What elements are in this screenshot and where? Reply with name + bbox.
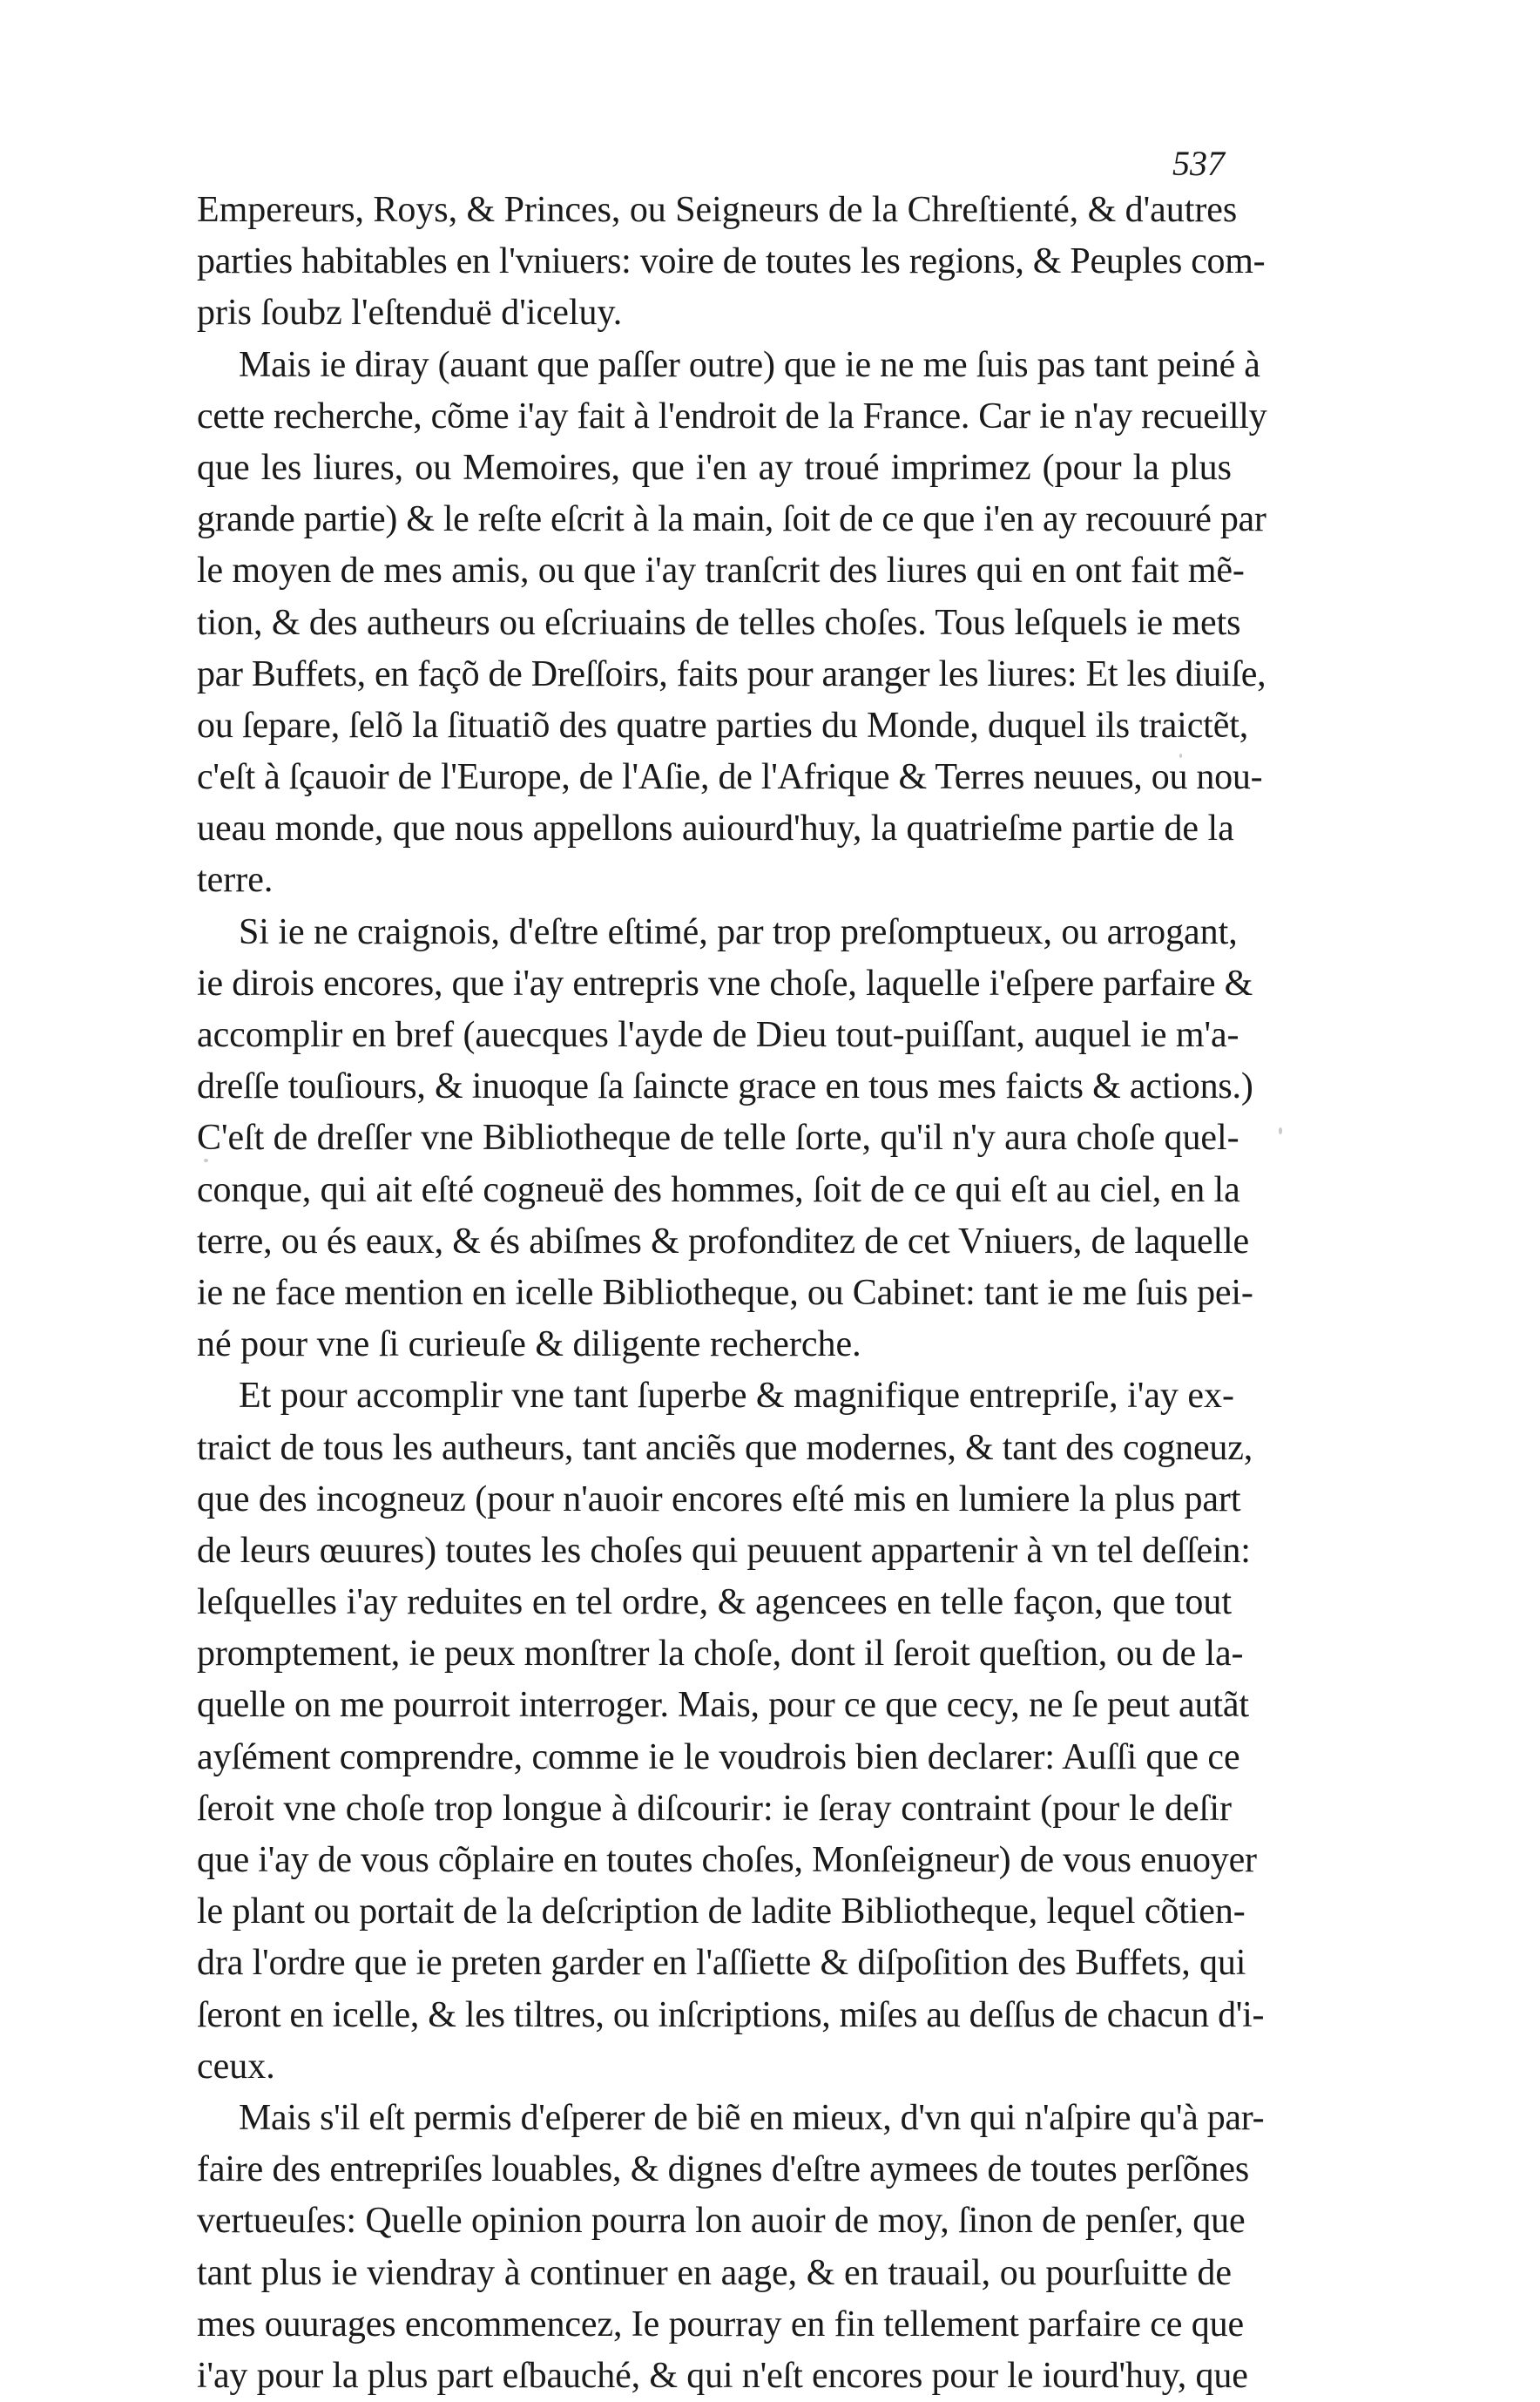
text-line: Mais s'il eſt permis d'eſperer de biẽ en mieux, d'vn qui n'aſpire qu'à par-	[239, 2097, 1265, 2138]
text-line: que i'ay de vous cõplaire en toutes choſes, Monſeigneur) de vous enuoyer	[197, 1840, 1257, 1880]
text-line: le plant ou portait de la deſcription de ladite Bibliotheque, lequel cõtien-	[197, 1891, 1246, 1932]
text-line: mes ouurages encommencez, Ie pourray en fin tellement parfaire ce que	[197, 2304, 1245, 2344]
text-line: Mais ie diray (auant que paſſer outre) que ie ne me ſuis pas tant peiné à	[239, 344, 1260, 385]
text-line: Empereurs, Roys, & Princes, ou Seigneurs de la Chreſtienté, & d'autres	[197, 190, 1238, 230]
body-text	[197, 185, 1267, 2402]
ink-speck	[1179, 754, 1182, 758]
text-line: par Buffets, en façõ de Dreſſoirs, faits pour aranger les liures: Et les diuiſe,	[197, 653, 1266, 694]
text-line: pris ſoubz l'eſtenduë d'iceluy.	[197, 293, 623, 334]
text-line: ou ſepare, ſelõ la ſituatiõ des quatre parties du Monde, duquel ils traictẽt,	[197, 705, 1249, 746]
text-line: ſeront en icelle, & les tiltres, ou inſcriptions, miſes au deſſus de chacun d'i-	[197, 1994, 1265, 2035]
text-line: ayſément comprendre, comme ie le voudrois bien declarer: Auſſi que ce	[197, 1736, 1240, 1777]
text-line: quelle on me pourroit interroger. Mais, pour ce que cecy, ne ſe peut autãt	[197, 1685, 1249, 1726]
text-line: Et pour accomplir vne tant ſuperbe & magnifique entrepriſe, i'ay ex-	[239, 1376, 1234, 1417]
text-line: terre, ou és eaux, & és abiſmes & profonditez de cet Vniuers, de laquelle	[197, 1221, 1249, 1262]
text-line: tant plus ie viendray à continuer en aage, & en trauail, ou pourſuitte de	[197, 2252, 1232, 2293]
text-line: dreſſe touſiours, & inuoque ſa ſaincte grace en tous mes faicts & actions.)	[197, 1066, 1253, 1107]
page-number: 537	[1172, 144, 1225, 183]
ink-speck	[546, 1764, 549, 1769]
text-line: né pour vne ſi curieuſe & diligente recherche.	[197, 1324, 861, 1365]
text-line: grande partie) & le reſte eſcrit à la main, ſoit de ce que i'en ay recouuré par	[197, 499, 1266, 540]
text-line: ſeroit vne choſe trop longue à diſcourir: ie ſeray contraint (pour le deſir	[197, 1788, 1232, 1829]
text-line: c'eſt à ſçauoir de l'Europe, de l'Aſie, de l'Afrique & Terres neuues, ou nou-	[197, 757, 1263, 798]
text-line: vertueuſes: Quelle opinion pourra lon auoir de moy, ſinon de penſer, que	[197, 2201, 1246, 2242]
text-line: le moyen de mes amis, ou que i'ay tranſcrit des liures qui en ont fait mẽ-	[197, 551, 1245, 592]
ink-speck	[204, 1159, 208, 1162]
ink-speck	[1279, 1127, 1282, 1134]
text-line: tion, & des autheurs ou eſcriuains de telles choſes. Tous leſquels ie mets	[197, 602, 1241, 643]
ink-speck	[807, 1755, 811, 1757]
text-line: Si ie ne craignois, d'eſtre eſtimé, par trop preſomptueux, ou arrogant,	[239, 911, 1238, 952]
text-line: ie ne face mention en icelle Bibliotheque, ou Cabinet: tant ie me ſuis pei-	[197, 1272, 1253, 1313]
text-line: de leurs œuures) toutes les choſes qui peuuent appartenir à vn tel deſſein:	[197, 1530, 1251, 1571]
text-line: i'ay pour la plus part eſbauché, & qui n'eſt encores pour le iourd'huy, que	[197, 2355, 1248, 2396]
ink-speck	[1068, 1755, 1072, 1757]
text-line: que les liures, ou Memoires, que i'en ay troué imprimez (pour la plus	[197, 447, 1232, 488]
text-line: cette recherche, cõme i'ay fait à l'endroit de la France. Car ie n'ay recueilly	[197, 396, 1267, 436]
text-line: traict de tous les autheurs, tant anciẽs que modernes, & tant des cogneuz,	[197, 1427, 1253, 1468]
text-line: accomplir en bref (auecques l'ayde de Dieu tout-puiſſant, auquel ie m'a-	[197, 1015, 1239, 1055]
text-line: terre.	[197, 860, 274, 901]
text-line: dra l'ordre que ie preten garder en l'aſſiette & diſpoſition des Buffets, qui	[197, 1943, 1246, 1984]
text-line: leſquelles i'ay reduites en tel ordre, & agencees en telle façon, que tout	[197, 1582, 1232, 1623]
text-line: faire des entrepriſes louables, & dignes d'eſtre aymees de toutes perſõnes	[197, 2149, 1250, 2190]
text-line: que des incogneuz (pour n'auoir encores eſté mis en lumiere la plus part	[197, 1478, 1241, 1519]
text-line: parties habitables en l'vniuers: voire de toutes les regions, & Peuples com-	[197, 241, 1266, 282]
text-line: promptement, ie peux monſtrer la choſe, dont il ſeroit queſtion, ou de la-	[197, 1634, 1244, 1675]
text-line: C'eſt de dreſſer vne Bibliotheque de telle ſorte, qu'il n'y aura choſe quel-	[197, 1118, 1239, 1159]
text-line: ie dirois encores, que i'ay entrepris vne choſe, laquelle i'eſpere parfaire &	[197, 963, 1253, 1004]
text-line: conque, qui ait eſté cogneuë des hommes, ſoit de ce qui eſt au ciel, en la	[197, 1169, 1240, 1210]
text-line: ueau monde, que nous appellons auiourd'huy, la quatrieſme partie de la	[197, 809, 1234, 849]
text-line: ceux.	[197, 2046, 275, 2087]
